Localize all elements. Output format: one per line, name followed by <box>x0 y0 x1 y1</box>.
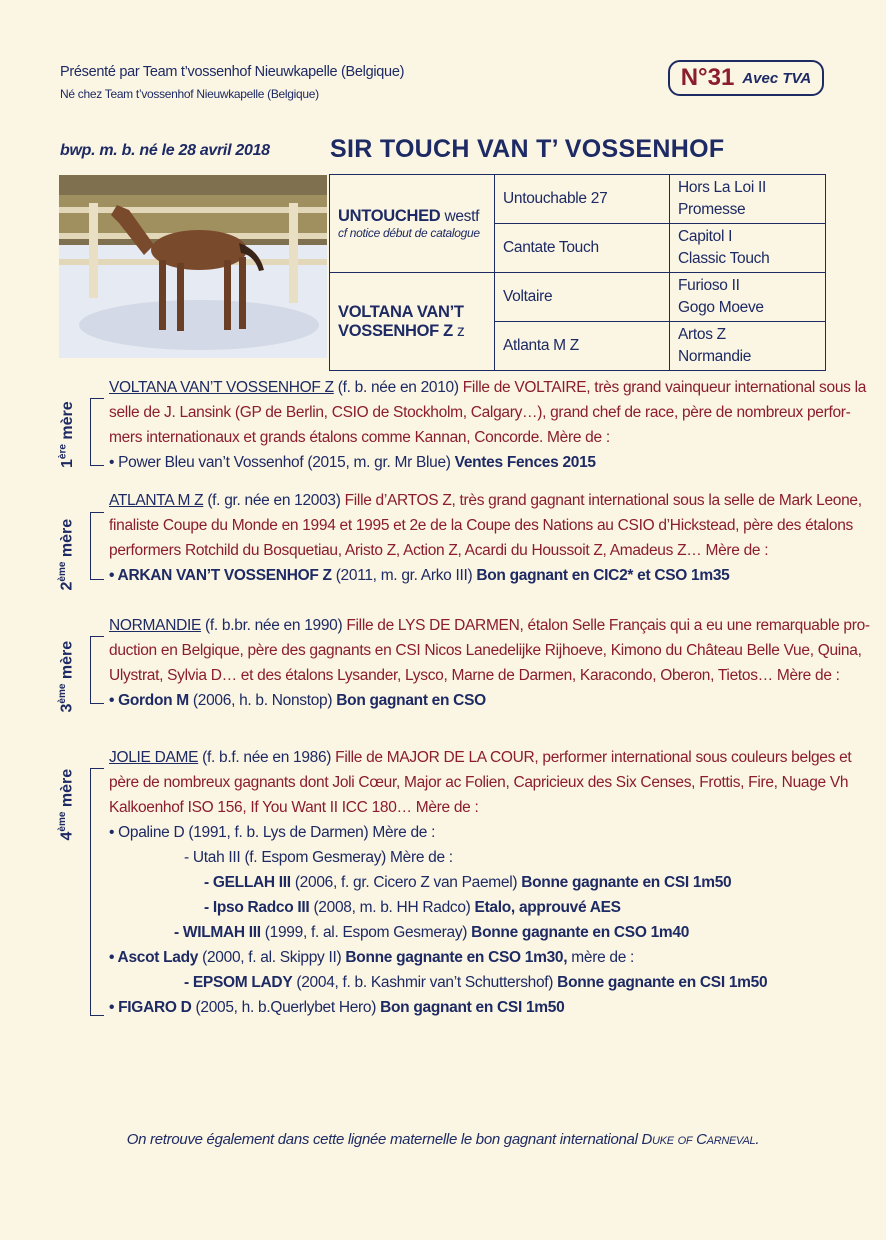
generation-label-1 <box>52 390 82 480</box>
gen-1-word: mère <box>58 401 76 445</box>
pedigree-ssd: Promesse <box>678 201 746 218</box>
dam-3-text: Fille de LYS DE DARMEN, étalon Selle Français qui a eu une remarquable pro- <box>346 617 870 634</box>
pedigree-dds: Artos Z <box>678 326 726 343</box>
presenter-text: Présenté par Team t’vossenhof Nieuwkapelle (Belgique) <box>60 64 405 80</box>
gen-3-word: mère <box>58 641 76 684</box>
dam-section-2 <box>109 488 862 588</box>
dam-section-3 <box>109 613 870 713</box>
dam-3-name: NORMANDIE <box>109 617 202 634</box>
gen-3-sup: ème <box>57 683 69 704</box>
wilmah-name: - WILMAH III <box>174 924 261 941</box>
dam-1-line-2: selle de J. Lansink (GP de Berlin, CSIO de Stockholm, Calgary…), grand chef de race, père de nombreux perfor- <box>109 404 851 421</box>
pedigree-sdd: Classic Touch <box>678 250 770 267</box>
dam-1-text: Fille de VOLTAIRE, très grand vainqueur international sous la <box>462 379 867 396</box>
pedigree-table <box>329 174 826 371</box>
gen-2-sup: ème <box>57 561 69 582</box>
figaro-name: • FIGARO D <box>109 999 192 1016</box>
footer-text: On retrouve également dans cette lignée maternelle le bon gagnant international <box>126 1131 642 1148</box>
gen-2-num: 2 <box>58 581 76 591</box>
generation-label-3 <box>52 632 82 722</box>
generation-label-2 <box>52 510 82 600</box>
epsom-info: (2004, f. b. Kashmir van’t Schuttershof) <box>292 974 558 991</box>
dam-4-progeny-opaline: • Opaline D (1991, f. b. Lys de Darmen) Mère de : <box>109 824 436 841</box>
gen-1-num: 1 <box>58 459 76 469</box>
dam-section-4 <box>109 745 852 1020</box>
pedigree-sire-note: cf notice début de catalogue <box>338 226 480 240</box>
horse-name: SIR TOUCH VAN T’ VOSSENHOF <box>330 135 725 163</box>
pedigree-sds: Capitol I <box>678 228 733 245</box>
footer-note <box>0 1131 886 1148</box>
pedigree-ds-parents <box>670 273 826 322</box>
gellah-name: - GELLAH III <box>204 874 291 891</box>
pedigree-ss: Untouchable 27 <box>495 175 670 224</box>
foal-photo-illustration <box>59 175 327 358</box>
epsom-result: Bonne gagnante en CSI 1m50 <box>557 974 768 991</box>
pedigree-dam-cell <box>330 273 495 371</box>
ipso-name: - Ipso Radco III <box>204 899 310 916</box>
epsom-name: - EPSOM LADY <box>184 974 293 991</box>
pedigree-sire-cell <box>330 175 495 273</box>
gellah-info: (2006, f. gr. Cicero Z van Paemel) <box>290 874 522 891</box>
dam-1-progeny-1-result: Ventes Fences 2015 <box>454 454 596 471</box>
bracket-2 <box>90 512 104 580</box>
pedigree-dsd: Gogo Moeve <box>678 299 764 316</box>
pedigree-dss: Furioso II <box>678 277 740 294</box>
pedigree-sd-parents <box>670 224 826 273</box>
pedigree-sire-studbook: westf <box>444 208 480 225</box>
dam-2-progeny-1-name: • ARKAN VAN’T VOSSENHOF Z <box>109 567 332 584</box>
dam-2-name: ATLANTA M Z <box>109 492 204 509</box>
pedigree-dd: Atlanta M Z <box>495 322 670 371</box>
dam-4-name: JOLIE DAME <box>109 749 199 766</box>
dam-2-text: Fille d’ARTOS Z, très grand gagnant international sous la selle de Mark Leone, <box>344 492 862 509</box>
bracket-3 <box>90 636 104 704</box>
dam-4-text: Fille de MAJOR DE LA COUR, performer international sous couleurs belges et <box>335 749 852 766</box>
dam-2-progeny-1: (2011, m. gr. Arko III) <box>331 567 477 584</box>
lot-number: N°31 <box>680 64 735 91</box>
dam-4-line-2: père de nombreux gagnants dont Joli Cœur, Major ac Folien, Capricieux des Six Censes, Frottis, Fire, Nuage Vh <box>109 774 849 791</box>
footer-end: . <box>755 1131 760 1148</box>
gen-4-word: mère <box>58 769 76 812</box>
pedigree-sss: Hors La Loi II <box>678 179 766 196</box>
dam-4-progeny-utah: - Utah III (f. Espom Gesmeray) Mère de : <box>184 849 453 866</box>
dam-2-progeny-1-result: Bon gagnant en CIC2* et CSO 1m35 <box>476 567 730 584</box>
ipso-result: Etalo, approuvé AES <box>474 899 621 916</box>
dam-1-progeny-1: • Power Bleu van’t Vossenhof (2015, m. gr. Mr Blue) <box>109 454 455 471</box>
dam-3-progeny-1: (2006, h. b. Nonstop) <box>188 692 337 709</box>
pedigree-sire: UNTOUCHED <box>338 207 441 225</box>
pedigree-ds: Voltaire <box>495 273 670 322</box>
gen-1-sup: ère <box>57 444 69 460</box>
dam-1-line-3: mers internationaux et grands étalons comme Kannan, Concorde. Mère de : <box>109 429 610 446</box>
dam-2-line-3: performers Rotchild du Bosquetiau, Aristo Z, Action Z, Acardi du Houssoit Z, Amadeus Z… Mère de : <box>109 542 769 559</box>
generation-label-4 <box>52 760 82 850</box>
breeder-text: Né chez Team t’vossenhof Nieuwkapelle (Belgique) <box>60 87 319 101</box>
dam-3-line-2: duction en Belgique, père des gagnants en CSI Nicos Lanedelijke Rijhoeve, Kimono du Château Belle Vue, Quina, <box>109 642 862 659</box>
ascot-result: Bonne gagnante en CSO 1m30, <box>345 949 568 966</box>
dam-4-line-3: Kalkoenhof ISO 156, If You Want II ICC 180… Mère de : <box>109 799 479 816</box>
gen-3-num: 3 <box>58 703 76 713</box>
dam-4-info: (f. b.f. née en 1986) <box>198 749 336 766</box>
dam-3-progeny-1-result: Bon gagnant en CSO <box>336 692 486 709</box>
gen-2-word: mère <box>58 519 76 562</box>
dam-2-info: (f. gr. née en 12003) <box>203 492 345 509</box>
pedigree-dam-studbook: z <box>456 322 465 340</box>
figaro-info: (2005, h. b.Querlybet Hero) <box>191 999 381 1016</box>
wilmah-result: Bonne gagnante en CSO 1m40 <box>471 924 690 941</box>
figaro-result: Bon gagnant en CSI 1m50 <box>380 999 565 1016</box>
dam-section-1 <box>109 375 867 475</box>
dam-3-info: (f. b.br. née en 1990) <box>201 617 347 634</box>
footer-horse: Duke of Carneval <box>641 1131 756 1148</box>
bracket-4 <box>90 768 104 1016</box>
dam-1-info: (f. b. née en 2010) <box>333 379 463 396</box>
pedigree-ss-parents <box>670 175 826 224</box>
gen-4-num: 4 <box>58 831 76 841</box>
ascot-info: (2000, f. al. Skippy II) <box>198 949 346 966</box>
dam-3-line-3: Ulystrat, Sylvia D… et des étalons Lysander, Lysco, Marne de Darmen, Karacondo, Oberon, Tietos… Mère de : <box>109 667 840 684</box>
pedigree-dam: VOLTANA VAN’T VOSSENHOF Z <box>338 302 464 340</box>
gen-4-sup: ème <box>57 811 69 832</box>
ascot-suffix: mère de : <box>567 949 635 966</box>
vat-label: Avec TVA <box>742 69 812 87</box>
dam-1-name: VOLTANA VAN’T VOSSENHOF Z <box>109 379 334 396</box>
ascot-name: • Ascot Lady <box>109 949 199 966</box>
pedigree-ddd: Normandie <box>678 348 752 365</box>
wilmah-info: (1999, f. al. Espom Gesmeray) <box>260 924 472 941</box>
dam-2-line-2: finaliste Coupe du Monde en 1994 et 1995 et 2e de la Coupe des Nations au CSIO d’Hickstead, père des étalons <box>109 517 853 534</box>
horse-description: bwp. m. b. né le 28 avril 2018 <box>60 142 270 159</box>
ipso-info: (2008, m. b. HH Radco) <box>309 899 475 916</box>
pedigree-dd-parents <box>670 322 826 371</box>
foal-photo <box>59 175 327 358</box>
pedigree-sd: Cantate Touch <box>495 224 670 273</box>
dam-3-progeny-1-name: • Gordon M <box>109 692 189 709</box>
bracket-1 <box>90 398 104 466</box>
lot-badge <box>668 60 824 96</box>
gellah-result: Bonne gagnante en CSI 1m50 <box>521 874 732 891</box>
